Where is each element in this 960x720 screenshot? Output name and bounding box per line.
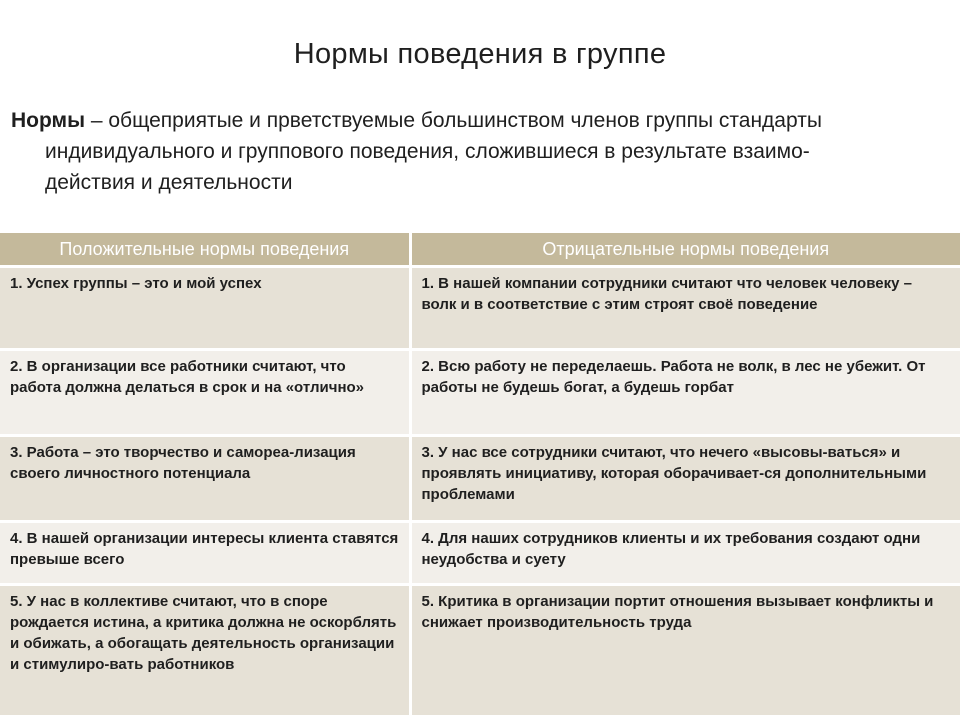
- positive-norm-cell: 3. Работа – это творчество и самореа-лизация своего личностного потенциала: [0, 436, 410, 522]
- table-row: [0, 267, 960, 350]
- table-row: [0, 522, 960, 585]
- table-row: [0, 350, 960, 436]
- negative-norm-cell: 1. В нашей компании сотрудники считают что человек человеку – волк и в соответствие с этим строят своё поведение: [410, 267, 960, 350]
- definition-term: Нормы: [11, 109, 86, 132]
- slide-title: Нормы поведения в группе: [293, 38, 667, 70]
- negative-norm-cell: 3. У нас все сотрудники считают, что нечего «высовы-ваться» и проявлять инициативу, которая оборачивает-ся дополнительными проблемами: [410, 436, 960, 522]
- definition-line-1-text: – общеприятые и прветствуемые большинством членов группы стандарты: [85, 109, 822, 132]
- table-row: [0, 436, 960, 522]
- definition-paragraph: [11, 105, 951, 198]
- positive-norm-cell: 2. В организации все работники считают, что работа должна делаться в срок и на «отлично»: [0, 350, 410, 436]
- positive-norm-cell: 1. Успех группы – это и мой успех: [0, 267, 410, 350]
- negative-norm-cell: 4. Для наших сотрудников клиенты и их требования создают одни неудобства и суету: [410, 522, 960, 585]
- norms-table: [0, 233, 960, 718]
- header-positive-norms: Положительные нормы поведения: [0, 233, 410, 267]
- negative-norm-cell: 2. Всю работу не переделаешь. Работа не волк, в лес не убежит. От работы не будешь богат, а будешь горбат: [410, 350, 960, 436]
- definition-line-3: действия и деятельности: [45, 171, 293, 194]
- negative-norm-cell: 5. Критика в организации портит отношения вызывает конфликты и снижает производительность труда: [410, 585, 960, 717]
- positive-norm-cell: 4. В нашей организации интересы клиента ставятся превыше всего: [0, 522, 410, 585]
- table-row: [0, 585, 960, 717]
- positive-norm-cell: 5. У нас в коллективе считают, что в споре рождается истина, а критика должна не оскорблять и обижать, а обогащать деятельность организации и стимулиро-вать работников: [0, 585, 410, 717]
- definition-line-1: [11, 105, 951, 136]
- table-header-row: [0, 233, 960, 267]
- header-negative-norms: Отрицательные нормы поведения: [410, 233, 960, 267]
- definition-line-2: индивидуального и группового поведения, сложившиеся в результате взаимо-: [45, 140, 810, 163]
